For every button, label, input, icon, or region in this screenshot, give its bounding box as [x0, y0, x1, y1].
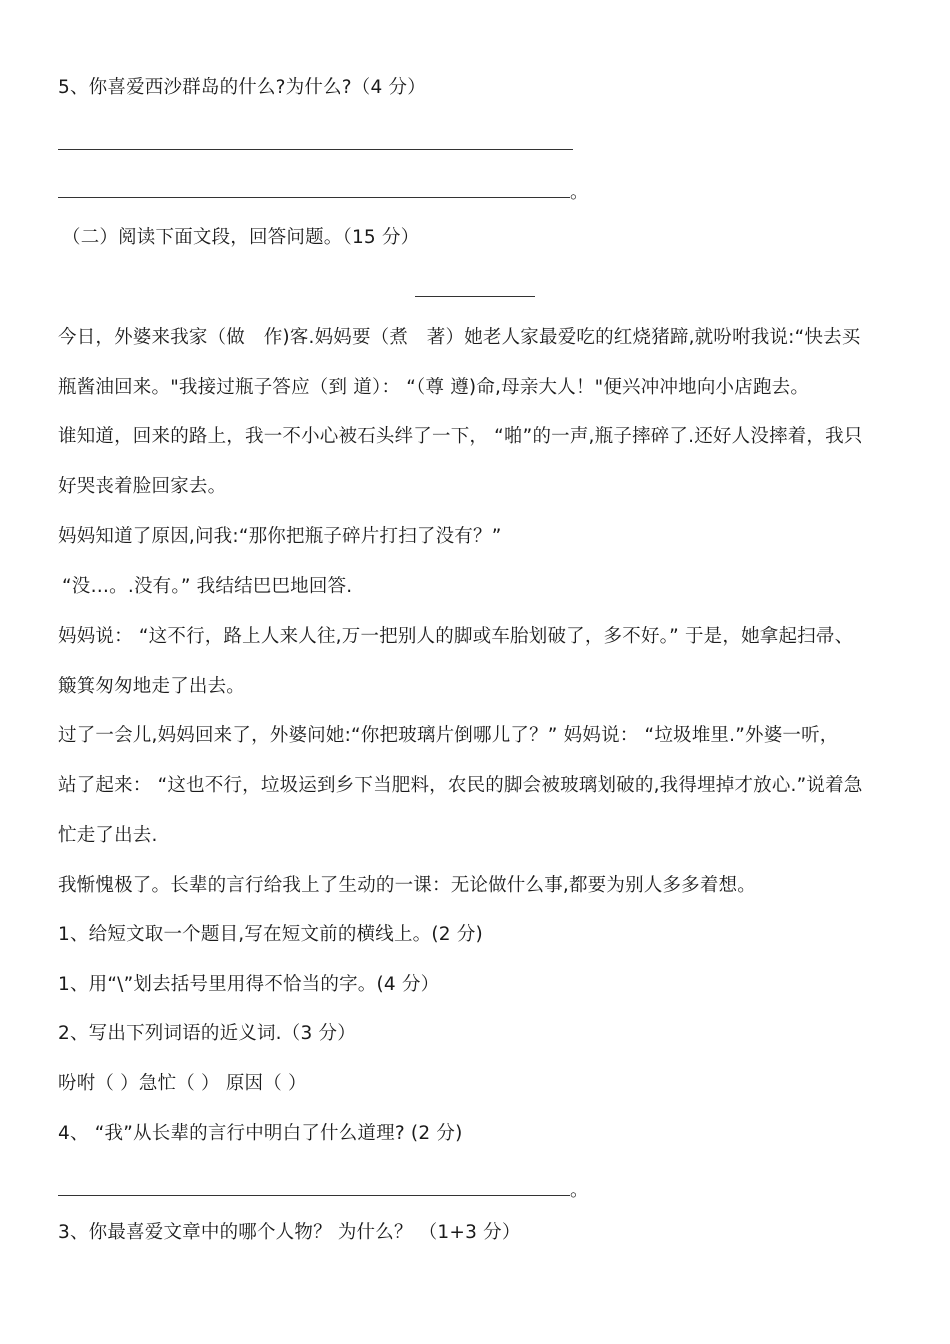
question-lesson: 4、 “我”从长辈的言行中明白了什么道理? (2 分)	[58, 1123, 463, 1144]
answer-line	[58, 149, 573, 150]
answer-line	[58, 197, 570, 198]
passage-line: 妈妈说： “这不行，路上人来人往,万一把别人的脚或车胎划破了，多不好。” 于是，她拿起扫帚、	[58, 626, 854, 647]
question-character: 3、你最喜爱文章中的哪个人物？ 为什么？ （1+3 分）	[58, 1222, 521, 1243]
passage-line: 站了起来： “这也不行，垃圾运到乡下当肥料，农民的脚会被玻璃划破的,我得埋掉才放心.”说着急	[58, 775, 863, 796]
section-heading: （二）阅读下面文段，回答问题。（15 分）	[62, 227, 420, 248]
question-title: 1、给短文取一个题目,写在短文前的横线上。(2 分)	[58, 924, 483, 945]
passage-line: 瓶酱油回来。"我接过瓶子答应（到 道）： “（尊 遵)命,母亲大人！"便兴冲冲地向小店跑去。	[58, 377, 810, 398]
answer-line	[58, 1195, 570, 1196]
question-5: 5、你喜爱西沙群岛的什么?为什么?（4 分）	[58, 77, 426, 98]
passage-line: 过了一会儿,妈妈回来了，外婆问她:“你把玻璃片倒哪儿了？” 妈妈说： “垃圾堆里.”外婆一听，	[58, 725, 839, 746]
title-blank-line	[415, 296, 535, 297]
passage-line: 忙走了出去.	[58, 825, 158, 846]
synonym-words: 吩咐（ ）急忙（ ） 原因（ ）	[58, 1073, 307, 1094]
passage-line: 谁知道，回来的路上，我一不小心被石头绊了一下， “啪”的一声,瓶子摔碎了.还好人没摔着，我只	[58, 426, 863, 447]
passage-line: 我惭愧极了。长辈的言行给我上了生动的一课：无论做什么事,都要为别人多多着想。	[58, 875, 756, 896]
question-synonym: 2、写出下列词语的近义词.（3 分）	[58, 1023, 356, 1044]
passage-line: 簸箕匆匆地走了出去。	[58, 676, 246, 697]
answer-period: 。	[570, 1180, 589, 1201]
answer-period: 。	[570, 182, 589, 203]
passage-line: “没…。.没有。” 我结结巴巴地回答.	[62, 576, 353, 597]
passage-line: 今日，外婆来我家（做 作)客.妈妈要（煮 著）她老人家最爱吃的红烧猪蹄,就吩咐我说:“快去买	[58, 327, 861, 348]
question-strike: 1、用“\”划去括号里用得不恰当的字。(4 分）	[58, 974, 440, 995]
passage-line: 好哭丧着脸回家去。	[58, 476, 227, 497]
passage-line: 妈妈知道了原因,问我:“那你把瓶子碎片打扫了没有？”	[58, 526, 502, 547]
